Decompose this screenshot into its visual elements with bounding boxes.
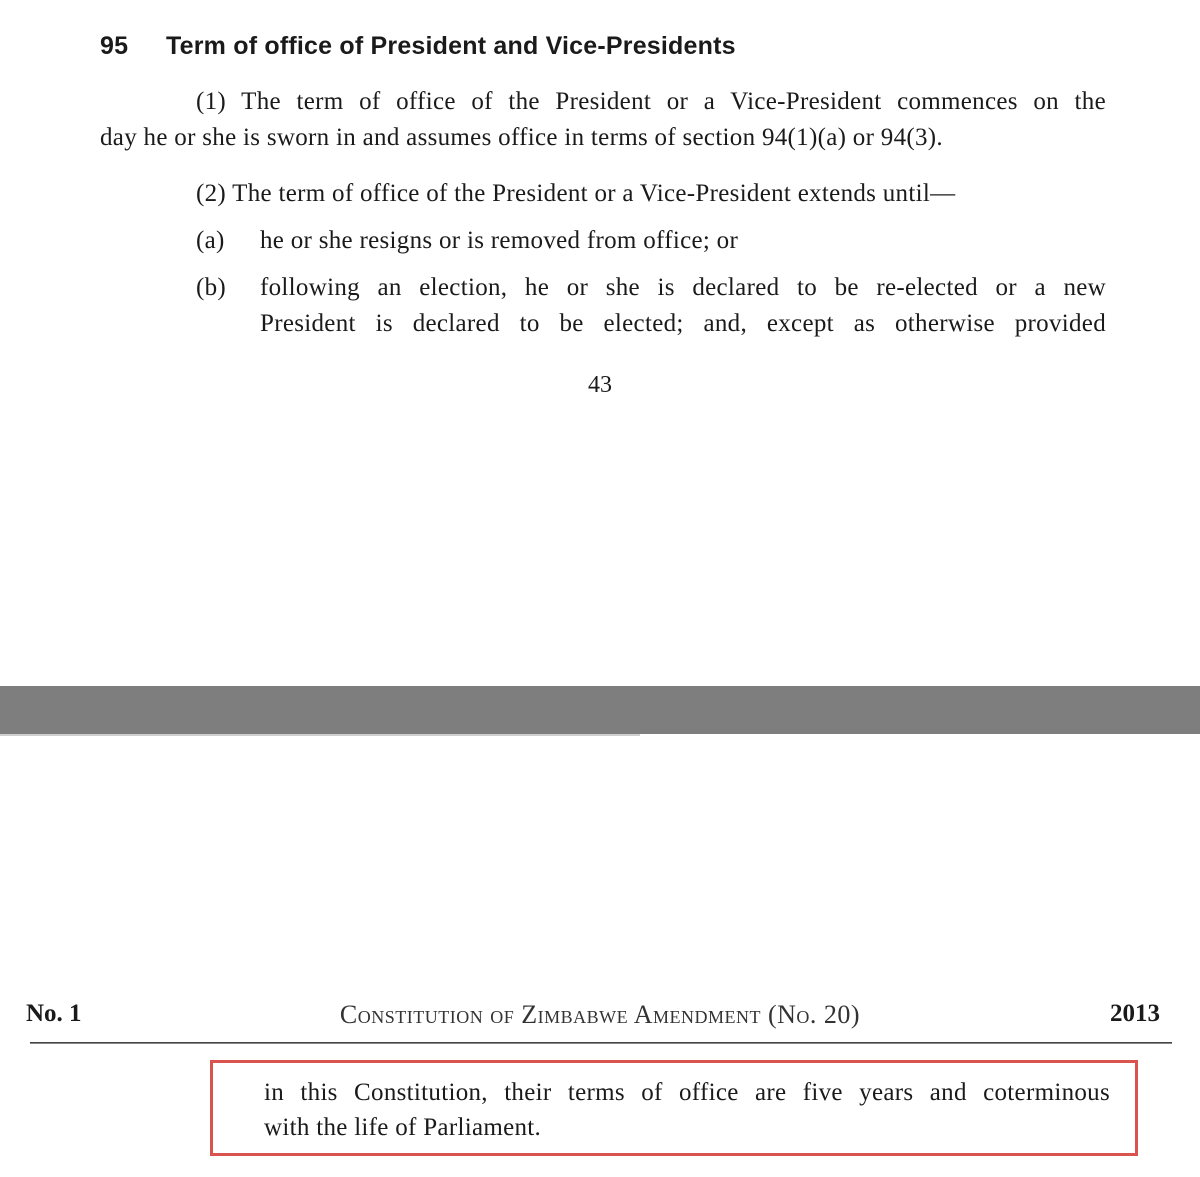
running-header-right: 2013 [1110,1000,1160,1027]
section-number: 95 [100,32,129,60]
clause-1-line-1: (1) The term of office of the President or a Vice-President commences on the [196,88,1106,115]
scan-artifact-line [0,734,640,736]
section-title: Term of office of President and Vice-Presidents [166,32,736,60]
clause-2-item-b-label: (b) [196,274,227,301]
page-number: 43 [588,372,612,398]
page-divider [0,686,1200,734]
running-header-center: Constitution of Zimbabwe Amendment (No. 20) [339,1000,861,1029]
clause-2-intro: (2) The term of office of the President or a Vice-President extends until— [196,180,956,207]
clause-1-line-2: day he or she is sworn in and assumes office in terms of section 94(1)(a) or 94(3). [100,124,943,151]
clause-2-item-a-label: (a) [196,227,225,254]
running-header-left: No. 1 [26,1000,82,1027]
continuation-line-2: with the life of Parliament. [264,1114,542,1141]
section-heading [100,32,736,61]
continuation-line-1: in this Constitution, their terms of office are five years and coterminous [264,1079,1110,1106]
header-rule [30,1042,1172,1044]
clause-2-item-b-line-1: following an election, he or she is declared to be re-elected or a new [260,274,1106,301]
clause-2-item-b-line-2: President is declared to be elected; and, except as otherwise provided [260,310,1106,337]
clause-2-item-a-text: he or she resigns or is removed from office; or [260,227,739,254]
